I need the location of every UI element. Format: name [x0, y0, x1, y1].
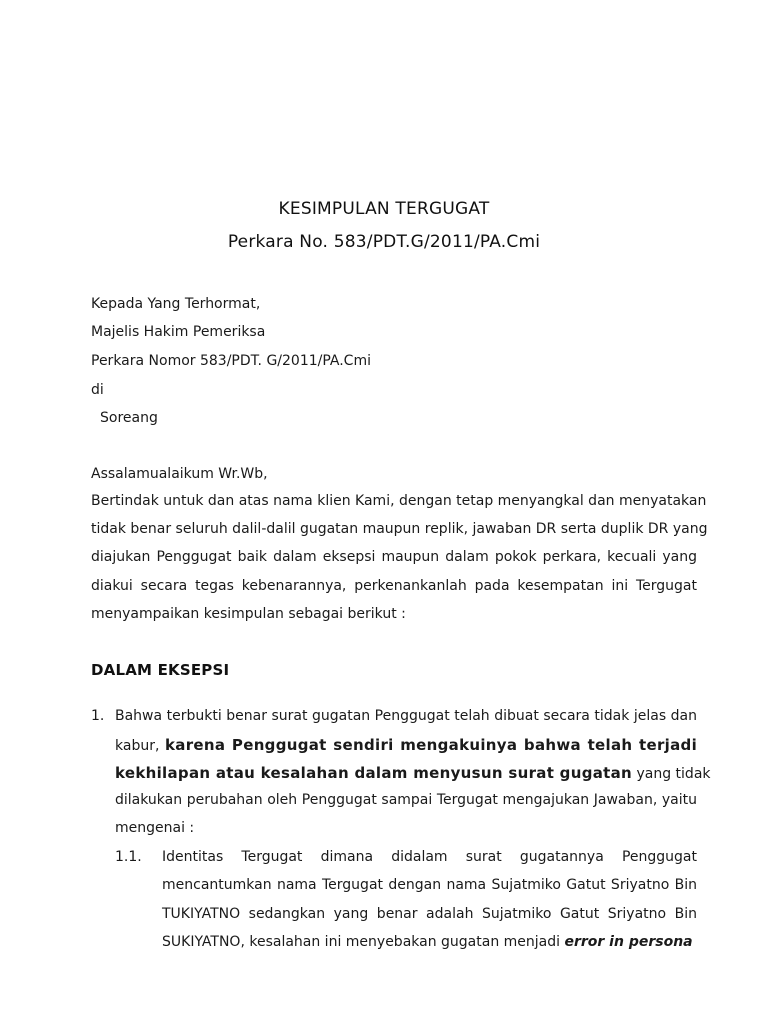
item-1-1-line-4	[162, 934, 693, 950]
item-1-number: 1.	[91, 708, 105, 724]
address-line-3: Perkara Nomor 583/PDT. G/2011/PA.Cmi	[91, 353, 371, 369]
greeting: Assalamualaikum Wr.Wb,	[91, 466, 268, 482]
item-1-bold-text-1: karena Penggugat sendiri mengakuinya bahwa telah terjadi	[165, 736, 698, 754]
intro-line-1: Bertindak untuk dan atas nama klien Kami, dengan tetap menyangkal dan menyatakan	[91, 493, 707, 509]
document-title: KESIMPULAN TERGUGAT	[278, 199, 490, 219]
item-1-line-3	[115, 764, 711, 782]
item-1-1-line-2: mencantumkan nama Tergugat dengan nama Sujatmiko Gatut Sriyatno Bin	[162, 877, 697, 893]
address-line-1: Kepada Yang Terhormat,	[91, 296, 261, 312]
intro-line-5: menyampaikan kesimpulan sebagai berikut :	[91, 606, 406, 622]
address-line-4: di	[91, 382, 104, 398]
section-heading: DALAM EKSEPSI	[91, 661, 230, 679]
item-1-line-3-text: yang tidak	[632, 766, 711, 782]
item-1-1-line-3: TUKIYATNO sedangkan yang benar adalah Sujatmiko Gatut Sriyatno Bin	[162, 906, 697, 922]
item-1-line-1: Bahwa terbukti benar surat gugatan Penggugat telah dibuat secara tidak jelas dan	[115, 708, 697, 724]
item-1-line-5: mengenai :	[115, 820, 195, 836]
item-1-line-2	[115, 736, 697, 754]
item-1-1-line-1: Identitas Tergugat dimana didalam surat gugatannya Penggugat	[162, 849, 697, 865]
address-line-2: Majelis Hakim Pemeriksa	[91, 324, 266, 340]
case-number-title: Perkara No. 583/PDT.G/2011/PA.Cmi	[227, 232, 541, 252]
address-line-5: Soreang	[100, 410, 158, 426]
item-1-line-4: dilakukan perubahan oleh Penggugat sampai Tergugat mengajukan Jawaban, yaitu	[115, 792, 697, 808]
item-1-1-line-4-text: SUKIYATNO, kesalahan ini menyebakan gugatan menjadi	[162, 934, 565, 950]
item-1-1-number: 1.1.	[115, 849, 142, 865]
error-in-persona-text: error in persona	[564, 934, 693, 950]
intro-line-2: tidak benar seluruh dalil-dalil gugatan maupun replik, jawaban DR serta duplik DR yang	[91, 521, 708, 537]
intro-line-4: diakui secara tegas kebenarannya, perkenankanlah pada kesempatan ini Tergugat	[91, 578, 697, 594]
item-1-line-2-text: kabur,	[115, 738, 165, 754]
intro-line-3: diajukan Penggugat baik dalam eksepsi maupun dalam pokok perkara, kecuali yang	[91, 549, 697, 565]
item-1-bold-text-2: kekhilapan atau kesalahan dalam menyusun surat gugatan	[115, 764, 633, 782]
